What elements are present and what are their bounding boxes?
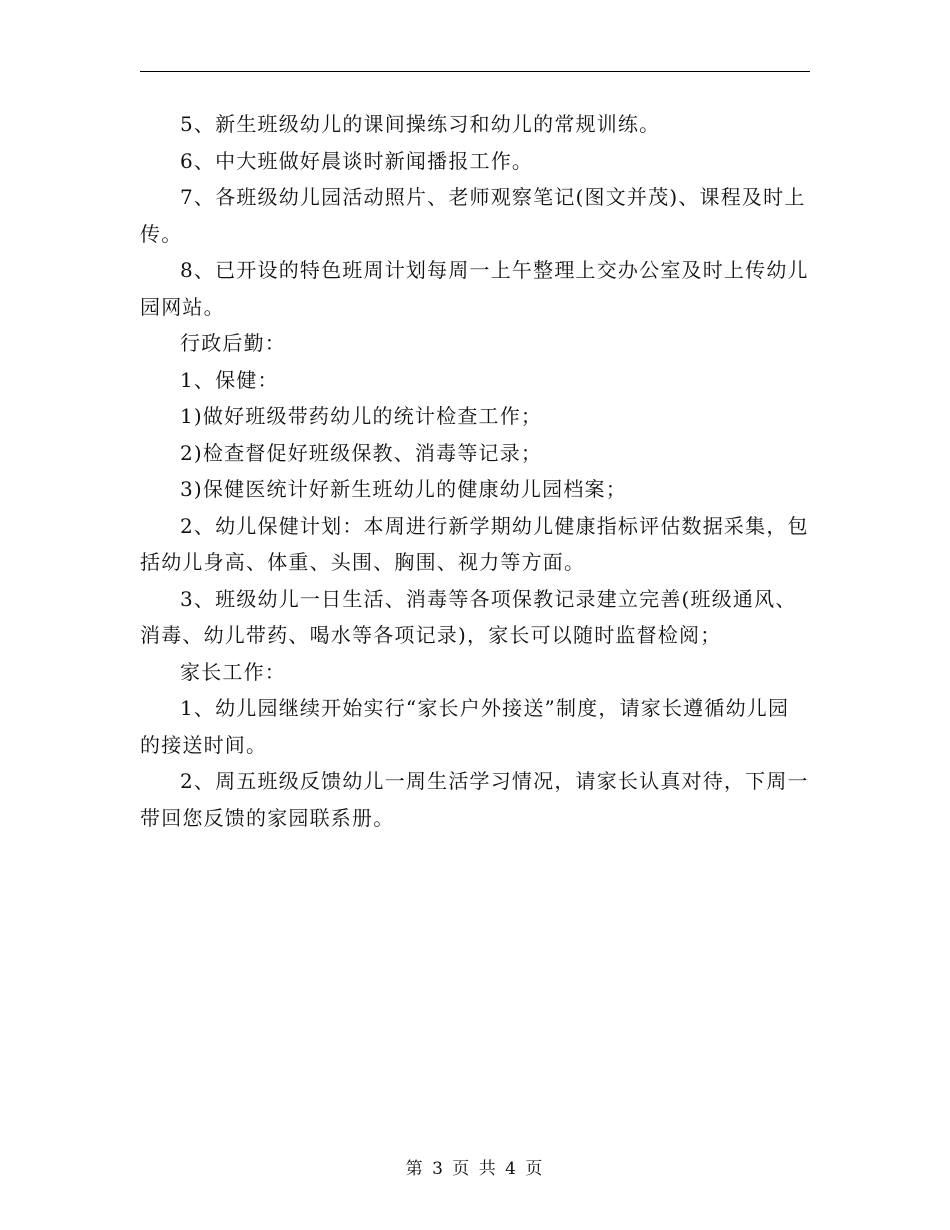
paragraph: 2)检查督促好班级保教、消毒等记录； bbox=[180, 440, 543, 465]
paragraph: 8、已开设的特色班周计划每周一上午整理上交办公室及时上传幼儿园网站。 bbox=[140, 258, 809, 319]
paragraph: 3)保健医统计好新生班幼儿的健康幼儿园档案； bbox=[180, 477, 627, 501]
paragraph: 5、新生班级幼儿的课间操练习和幼儿的常规训练。 bbox=[180, 112, 661, 136]
paragraph: 6、中大班做好晨谈时新闻播报工作。 bbox=[180, 148, 534, 173]
paragraph: 2、幼儿保健计划：本周进行新学期幼儿健康指标评估数据采集，包括幼儿身高、体重、头围、胸围、视力等方面。 bbox=[140, 513, 809, 574]
paragraph: 1、保健： bbox=[180, 367, 279, 392]
page-number-footer: 第 3 页 共 4 页 bbox=[405, 1159, 545, 1179]
header-rule bbox=[140, 71, 810, 72]
section-heading: 家长工作： bbox=[180, 659, 286, 684]
paragraph: 2、周五班级反馈幼儿一周生活学习情况，请家长认真对待，下周一带回您反馈的家园联系册。 bbox=[140, 769, 809, 830]
paragraph: 3、班级幼儿一日生活、消毒等各项保教记录建立完善(班级通风、消毒、幼儿带药、喝水等各项记录)，家长可以随时监督检阅； bbox=[140, 586, 797, 647]
paragraph: 1)做好班级带药幼儿的统计检查工作； bbox=[180, 404, 543, 428]
section-heading: 行政后勤： bbox=[180, 331, 286, 355]
document-body bbox=[140, 106, 810, 836]
paragraph: 1、幼儿园继续开始实行“家长户外接送”制度，请家长遵循幼儿园的接送时间。 bbox=[140, 696, 790, 757]
paragraph: 7、各班级幼儿园活动照片、老师观察笔记(图文并茂)、课程及时上传。 bbox=[140, 185, 806, 246]
